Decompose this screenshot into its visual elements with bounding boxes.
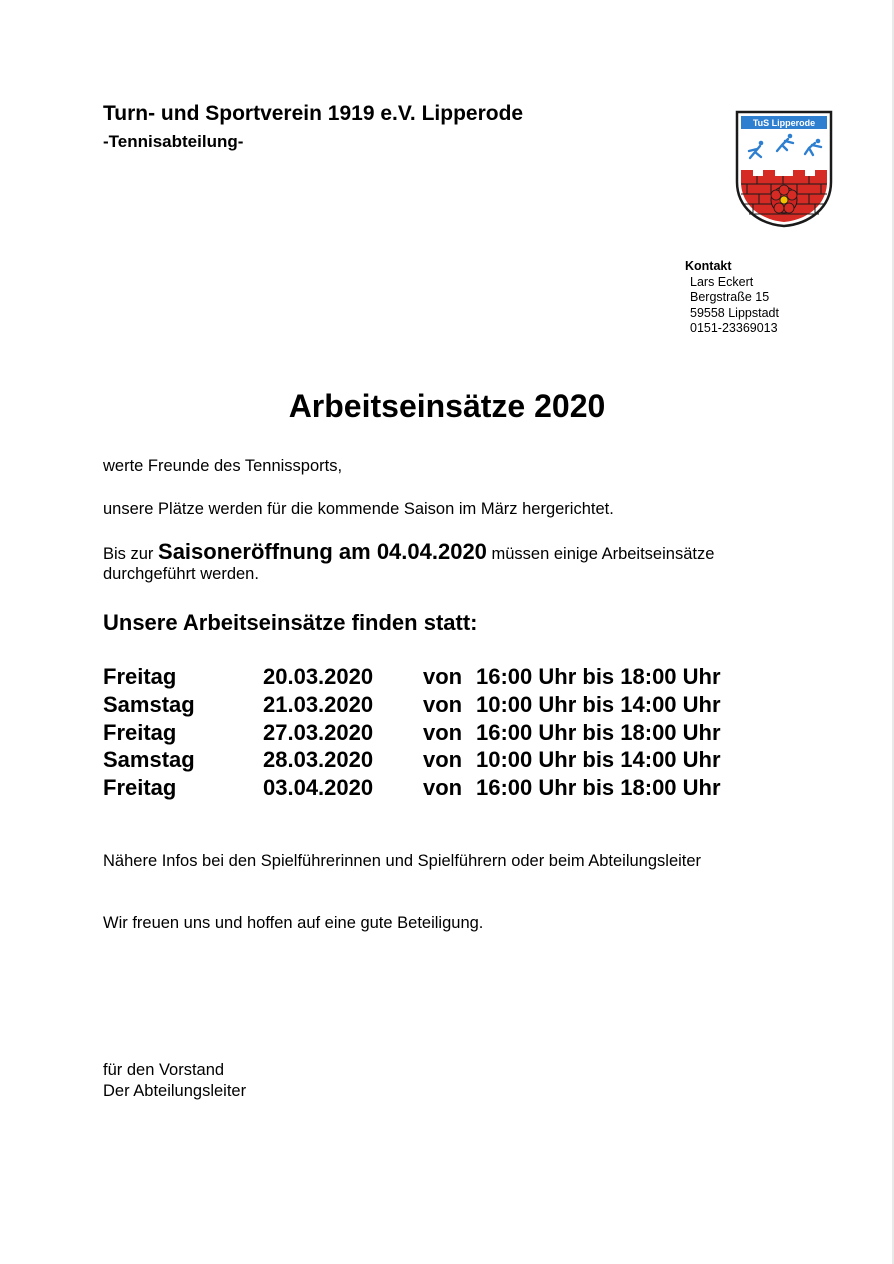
contact-street: Bergstraße 15 xyxy=(690,290,770,304)
club-logo xyxy=(735,110,833,228)
schedule-day: Freitag xyxy=(103,775,177,801)
schedule-date: 20.03.2020 xyxy=(263,664,374,689)
schedule-time: 10:00 Uhr bis 14:00 Uhr xyxy=(476,691,721,717)
schedule-time: 10:00 Uhr bis 14:00 Uhr xyxy=(476,747,721,773)
opening-suffix: müssen einige Arbeitseinsätze xyxy=(486,545,715,563)
schedule-von: von xyxy=(423,775,463,801)
document-title: Arbeitseinsätze 2020 xyxy=(288,388,606,424)
department-name: -Tennisabteilung- xyxy=(103,132,244,151)
org-name: Turn- und Sportverein 1919 e.V. Lipperode xyxy=(103,102,524,125)
contact-label: Kontakt xyxy=(685,259,732,273)
greeting: werte Freunde des Tennissports, xyxy=(103,457,343,475)
schedule-von: von xyxy=(423,747,463,773)
schedule-date: 03.04.2020 xyxy=(263,775,374,801)
schedule-von: von xyxy=(423,664,463,689)
schedule-date: 28.03.2020 xyxy=(263,747,374,773)
signature-line2: Der Abteilungsleiter xyxy=(103,1082,247,1100)
schedule-heading: Unsere Arbeitseinsätze finden statt: xyxy=(103,610,478,635)
closing-paragraph: Wir freuen uns und hoffen auf eine gute Beteiligung. xyxy=(103,914,484,932)
opening-highlight: Saisoneröffnung am 04.04.2020 xyxy=(158,539,487,564)
schedule-time: 16:00 Uhr bis 18:00 Uhr xyxy=(476,719,721,745)
intro-paragraph: unsere Plätze werden für die kommende Saison im März hergerichtet. xyxy=(103,500,614,518)
contact-name: Lars Eckert xyxy=(690,274,754,289)
schedule-day: Samstag xyxy=(103,747,195,773)
schedule-day: Freitag xyxy=(103,664,177,689)
signature-line1: für den Vorstand xyxy=(103,1061,225,1079)
schedule-day: Samstag xyxy=(103,691,195,717)
contact-city: 59558 Lippstadt xyxy=(690,305,779,320)
schedule-von: von xyxy=(423,719,463,745)
opening-paragraph xyxy=(103,540,803,586)
schedule-time: 16:00 Uhr bis 18:00 Uhr xyxy=(476,775,721,801)
opening-line2: durchgeführt werden. xyxy=(103,565,259,583)
schedule-day: Freitag xyxy=(103,719,177,745)
schedule-time: 16:00 Uhr bis 18:00 Uhr xyxy=(476,664,721,689)
more-info-paragraph: Nähere Infos bei den Spielführerinnen und Spielführern oder beim Abteilungsleiter xyxy=(103,852,702,870)
contact-phone: 0151-23369013 xyxy=(690,321,778,335)
schedule-date: 21.03.2020 xyxy=(263,691,374,717)
schedule-von: von xyxy=(423,691,463,717)
opening-prefix: Bis zur xyxy=(103,545,159,563)
schedule-date: 27.03.2020 xyxy=(263,719,374,745)
logo-text: TuS Lipperode xyxy=(752,118,816,128)
contact-block xyxy=(685,259,779,337)
